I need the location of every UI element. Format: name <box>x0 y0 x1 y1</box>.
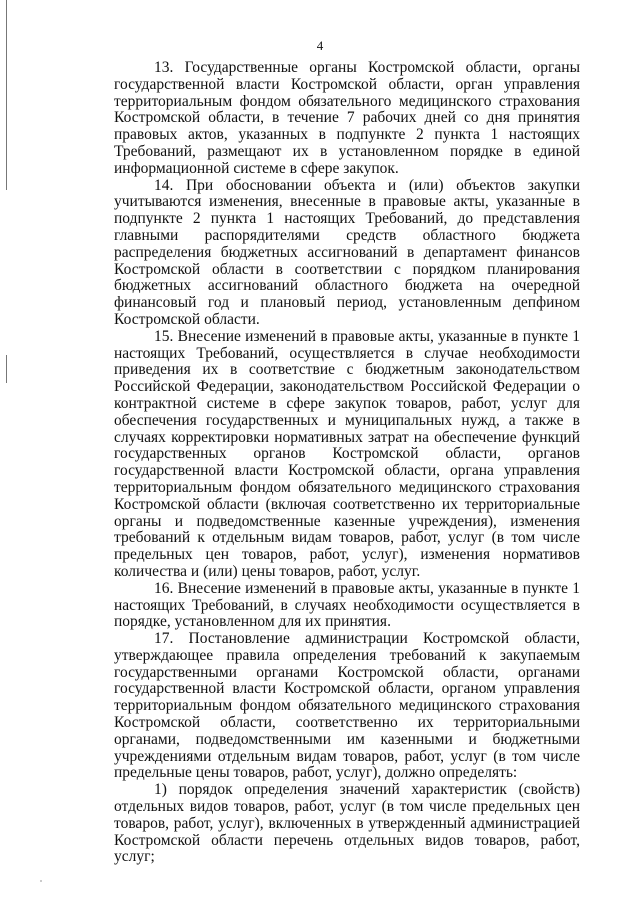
paragraph-text: При обосновании объекта и (или) объектов закупки учитываются изменения, внесенные в правовые акты, указанные в подпункте 2 пункта 1 настоящих Требований, до представления главными распорядителями средств областного бюджета распределения бюджетных ассигнований в департамент финансов Костромской области в соответствии с порядком планирования бюджетных ассигнований областного бюджета на очередной финансовый год и плановый период, установленным депфином Костромской области. <box>114 176 580 328</box>
paragraph-text: Государственные органы Костромской области, органы государственной власти Костромской области, орган управления территориальным фондом обязательного медицинского страхования Костромской области, в течение 7 рабочих дней со дня принятия правовых актов, указанных в подпункте 2 пункта 1 настоящих Требований, размещают их в установленном порядке в единой информационной системе в сфере закупок. <box>114 59 580 177</box>
paragraph-16 <box>114 581 580 631</box>
paragraph-number: 14. <box>154 176 174 194</box>
page-number: 4 <box>316 38 324 53</box>
paragraph-number: 1) <box>154 781 167 799</box>
paragraph-text: Постановление администрации Костромской области, утверждающее правила определения требований к закупаемым государственными органами Костромской области, органами государственной власти Костромской области, органом управления территориальным фондом обязательного медицинского страхования Костромской области, соответственно их территориальными органами, подведомственными им казенными и бюджетными учреждениями отдельным видам товаров, работ, услуг (в том числе предельные цены товаров, работ, услуг), должно определять: <box>114 630 581 782</box>
margin-scan-line <box>6 0 7 190</box>
subparagraph-1 <box>114 782 580 866</box>
paragraph-text: порядок определения значений характеристик (свойств) отдельных видов товаров, работ, услуг (в том числе предельных цен товаров, работ, услуг), включенных в утвержденный администрацией Костромской области перечень отдельных видов товаров, работ, услуг; <box>114 781 581 866</box>
paragraph-number: 13. <box>154 59 174 76</box>
scan-speck <box>40 880 42 882</box>
document-body <box>114 60 580 866</box>
paragraph-17 <box>114 631 580 782</box>
paragraph-number: 17. <box>154 630 174 648</box>
paragraph-text: Внесение изменений в правовые акты, указанные в пункте 1 настоящих Требований, в случаях необходимости осуществляется в порядке, установленном для их принятия. <box>114 579 580 631</box>
paragraph-15 <box>114 329 580 581</box>
paragraph-14 <box>114 178 580 329</box>
margin-scan-line <box>6 355 7 383</box>
paragraph-number: 16. <box>154 579 174 597</box>
paragraph-text: Внесение изменений в правовые акты, указанные в пункте 1 настоящих Требований, осуществляется в случае необходимости приведения их в соответствие с бюджетным законодательством Российской Федерации, законодательством Российской Федерации о контрактной системе в сфере закупок товаров, работ, услуг для обеспечения государственных и муниципальных нужд, а также в случаях корректировки нормативных затрат на обеспечение функций государственных органов Костромской области, органов государственной власти Костромской области, органа управления территориальным фондом обязательного медицинского страхования Костромской области (включая соответственно их территориальные органы и подведомственные казенные учреждения), изменения требований к отдельным видам товаров, работ, услуг (в том числе предельных цен товаров, работ, услуг), изменения нормативов количества и (или) цены товаров, работ, услуг. <box>114 327 580 580</box>
paragraph-13 <box>114 60 580 178</box>
paragraph-number: 15. <box>154 327 174 345</box>
